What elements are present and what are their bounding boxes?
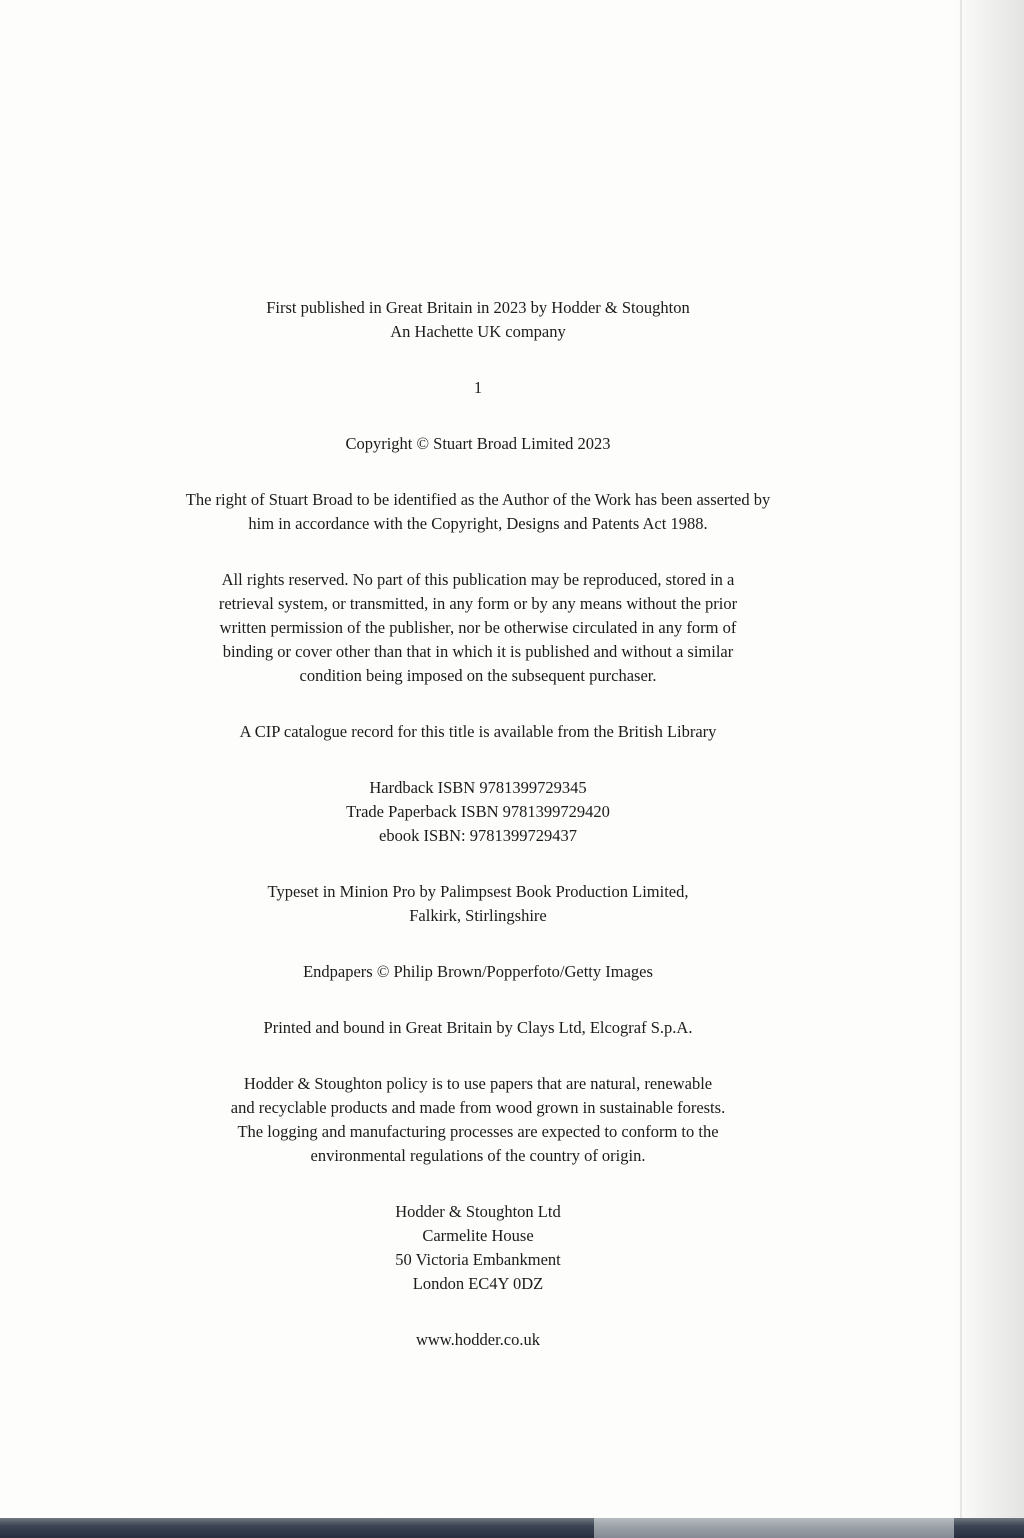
policy-line-3: The logging and manufacturing processes are expected to conform to the <box>237 1122 719 1141</box>
page-edge-shadow <box>954 0 1024 1538</box>
rights-reserved-notice <box>100 568 856 688</box>
page-edge-line <box>960 0 962 1538</box>
typeset-notice <box>100 880 856 928</box>
publication-notice <box>100 296 856 344</box>
impression-number <box>100 376 856 400</box>
copyright-line: Copyright © Stuart Broad Limited 2023 <box>345 434 611 453</box>
policy-line-2: and recyclable products and made from wood grown in sustainable forests. <box>230 1098 726 1117</box>
copyright-notice <box>100 432 856 456</box>
website-line: www.hodder.co.uk <box>415 1330 541 1349</box>
typeset-line-2: Falkirk, Stirlingshire <box>409 906 547 925</box>
printer-notice <box>100 1016 856 1040</box>
rights-line-2: retrieval system, or transmitted, in any form or by any means without the prior <box>218 594 738 613</box>
policy-line-1: Hodder & Stoughton policy is to use papers that are natural, renewable <box>243 1074 713 1093</box>
paper-policy <box>100 1072 856 1168</box>
isbn-list <box>100 776 856 848</box>
rights-line-5: condition being imposed on the subsequent purchaser. <box>299 666 657 685</box>
isbn-hardback: Hardback ISBN 9781399729345 <box>369 778 587 797</box>
cip-notice <box>100 720 856 744</box>
address-line-1: Hodder & Stoughton Ltd <box>395 1202 561 1221</box>
rights-line-3: written permission of the publisher, nor be otherwise circulated in any form of <box>219 618 737 637</box>
isbn-trade-paperback: Trade Paperback ISBN 9781399729420 <box>346 802 610 821</box>
printed-line: Printed and bound in Great Britain by Clays Ltd, Elcograf S.p.A. <box>263 1018 693 1037</box>
moral-right-notice <box>100 488 856 536</box>
cip-line: A CIP catalogue record for this title is available from the British Library <box>239 722 717 741</box>
moral-right-line-1: The right of Stuart Broad to be identified as the Author of the Work has been asserted by <box>185 490 771 509</box>
isbn-ebook: ebook ISBN: 9781399729437 <box>379 826 577 845</box>
address-line-2: Carmelite House <box>422 1226 534 1245</box>
cover-edge-highlight <box>594 1518 954 1538</box>
publication-line: First published in Great Britain in 2023 by Hodder & Stoughton <box>266 298 690 317</box>
publisher-website <box>100 1328 856 1352</box>
publisher-address <box>100 1200 856 1296</box>
typeset-line-1: Typeset in Minion Pro by Palimpsest Book Production Limited, <box>267 882 689 901</box>
moral-right-line-2: him in accordance with the Copyright, Designs and Patents Act 1988. <box>248 514 708 533</box>
copyright-page-content <box>100 296 856 1352</box>
rights-line-1: All rights reserved. No part of this publication may be reproduced, stored in a <box>221 570 735 589</box>
endpapers-line: Endpapers © Philip Brown/Popperfoto/Getty Images <box>303 962 653 981</box>
impression-line: 1 <box>473 378 483 397</box>
address-line-3: 50 Victoria Embankment <box>395 1250 561 1269</box>
address-line-4: London EC4Y 0DZ <box>412 1274 544 1293</box>
publisher-parent-line: An Hachette UK company <box>390 322 566 341</box>
rights-line-4: binding or cover other than that in which it is published and without a similar <box>222 642 734 661</box>
endpapers-credit <box>100 960 856 984</box>
policy-line-4: environmental regulations of the country of origin. <box>310 1146 646 1165</box>
